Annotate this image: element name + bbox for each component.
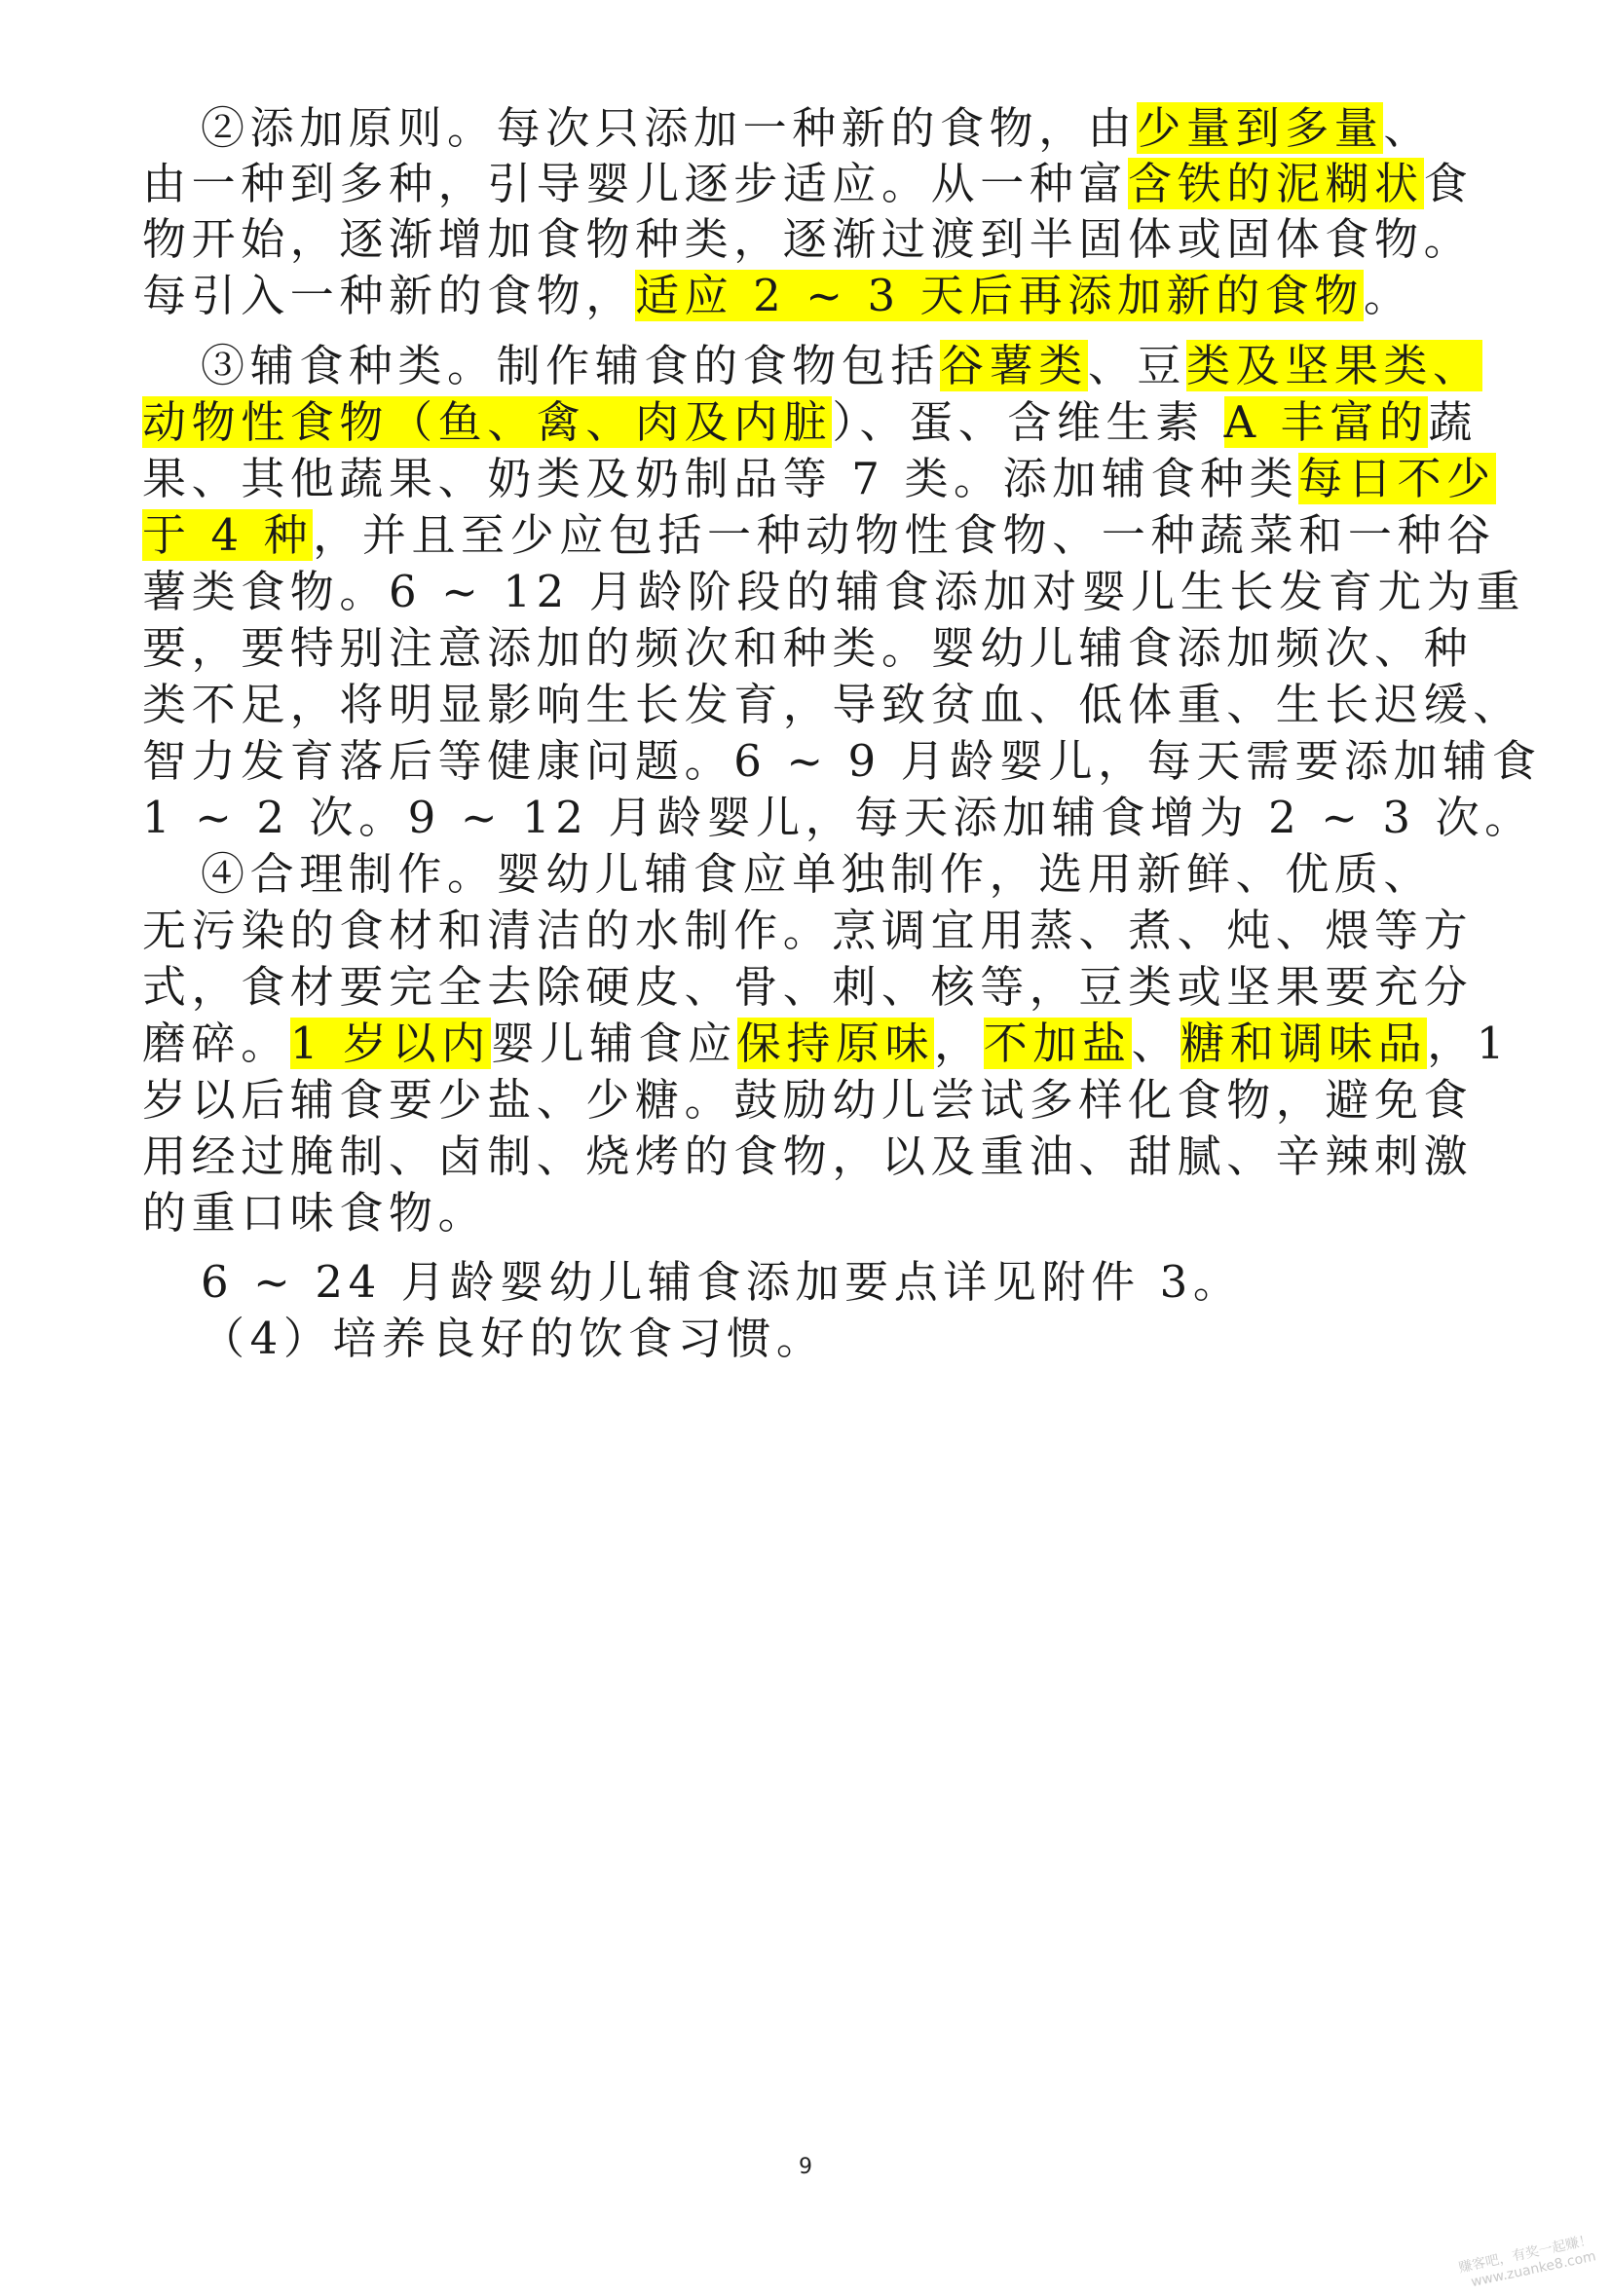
- page-number: 9: [799, 2155, 812, 2179]
- text-segment: ②添加原则。每次只添加一种新的食物，由: [201, 102, 1138, 154]
- text-line: [201, 845, 1434, 904]
- text-segment: ④合理制作。婴幼儿辅食应单独制作，选用新鲜、优质、: [201, 848, 1434, 900]
- highlighted-text: 含铁的泥糊状: [1128, 158, 1424, 209]
- highlighted-text: 少量到多量: [1137, 102, 1384, 154]
- text-line: [142, 155, 1474, 213]
- highlighted-text: A 丰富的: [1223, 396, 1429, 448]
- highlighted-text: 动物性食物（鱼、禽、肉及内脏: [142, 396, 833, 448]
- highlighted-text: 不加盐: [983, 1018, 1132, 1069]
- text-segment: 岁以后辅食要少盐、少糖。鼓励幼儿尝试多样化食物，避免食: [142, 1074, 1474, 1126]
- text-segment: 蔬: [1428, 396, 1479, 448]
- highlighted-text: 谷薯类: [940, 340, 1088, 391]
- text-line: [142, 1184, 1340, 1242]
- text-segment: 由一种到多种，引导婴儿逐步适应。从一种富: [142, 158, 1129, 209]
- text-segment: 无污染的食材和清洁的水制作。烹调宜用蒸、煮、炖、煨等方: [142, 905, 1474, 956]
- text-segment: 式，食材要完全去除硬皮、骨、刺、核等，豆类或坚果要充分: [142, 961, 1474, 1013]
- text-line: [142, 1128, 1474, 1186]
- text-segment: ③辅食种类。制作辅食的食物包括: [201, 340, 941, 391]
- text-line: [201, 337, 1482, 395]
- text-segment: 1 ~ 2 次。9 ~ 12 月龄婴儿，每天添加辅食增为 2 ~ 3 次。: [142, 792, 1534, 843]
- text-segment: （4）培养良好的饮食习惯。: [201, 1313, 826, 1364]
- text-line: [142, 732, 1542, 791]
- text-segment: 薯类食物。6 ~ 12 月龄阶段的辅食添加对婴儿生长发育尤为重: [142, 566, 1526, 617]
- text-line: [142, 267, 1413, 325]
- text-segment: 、豆: [1087, 340, 1187, 391]
- highlighted-text: 1 岁以内: [289, 1018, 491, 1069]
- text-line: [142, 958, 1474, 1017]
- highlighted-text: 类及坚果类、: [1186, 340, 1482, 391]
- text-line: [201, 1253, 1399, 1312]
- text-line: [142, 563, 1526, 621]
- text-line: [142, 1015, 1511, 1073]
- highlighted-text: 保持原味: [736, 1018, 935, 1069]
- text-segment: 婴儿辅食应: [490, 1018, 737, 1069]
- highlighted-text: 于 4 种: [142, 509, 314, 561]
- watermark: 赚客吧，有奖一起赚！ www.zuanke8.com: [1457, 2232, 1597, 2291]
- text-segment: 。: [1364, 270, 1413, 321]
- text-line: [142, 450, 1496, 508]
- text-line: [142, 506, 1496, 565]
- text-line: [201, 1310, 1399, 1368]
- highlighted-text: 每日不少: [1298, 453, 1496, 504]
- text-segment: 物开始，逐渐增加食物种类，逐渐过渡到半固体或固体食物。: [142, 213, 1474, 265]
- text-segment: 的重口味食物。: [142, 1187, 488, 1239]
- text-line: [142, 210, 1474, 269]
- text-line: [142, 619, 1474, 678]
- text-line: [142, 676, 1522, 734]
- text-segment: ，: [934, 1018, 984, 1069]
- text-segment: 、: [1131, 1018, 1181, 1069]
- highlighted-text: 糖和调味品: [1180, 1018, 1428, 1069]
- text-segment: 果、其他蔬果、奶类及奶制品等 7 类。添加辅食种类: [142, 453, 1299, 504]
- text-segment: ，1: [1427, 1018, 1511, 1069]
- text-segment: 类不足，将明显影响生长发育，导致贫血、低体重、生长迟缓、: [142, 679, 1522, 730]
- text-segment: ，并且至少应包括一种动物性食物、一种蔬菜和一种谷: [313, 509, 1496, 561]
- text-segment: 食: [1423, 158, 1474, 209]
- text-line: [201, 99, 1434, 158]
- text-segment: 要，要特别注意添加的频次和种类。婴幼儿辅食添加频次、种: [142, 622, 1474, 674]
- text-segment: 每引入一种新的食物，: [142, 270, 636, 321]
- text-segment: 用经过腌制、卤制、烧烤的食物，以及重油、甜腻、辛辣刺激: [142, 1130, 1474, 1182]
- text-segment: 6 ~ 24 月龄婴幼儿辅食添加要点详见附件 3。: [201, 1256, 1243, 1308]
- text-line: [142, 1071, 1474, 1129]
- text-segment: 、: [1383, 102, 1434, 154]
- highlighted-text: 适应 2 ~ 3 天后再添加新的食物: [635, 270, 1364, 321]
- text-line: [142, 393, 1479, 452]
- text-line: [142, 902, 1474, 960]
- text-segment: 智力发育落后等健康问题。6 ~ 9 月龄婴儿，每天需要添加辅食: [142, 735, 1542, 787]
- text-segment: ）、蛋、含维生素: [832, 396, 1224, 448]
- text-segment: 磨碎。: [142, 1018, 290, 1069]
- text-line: [142, 789, 1534, 847]
